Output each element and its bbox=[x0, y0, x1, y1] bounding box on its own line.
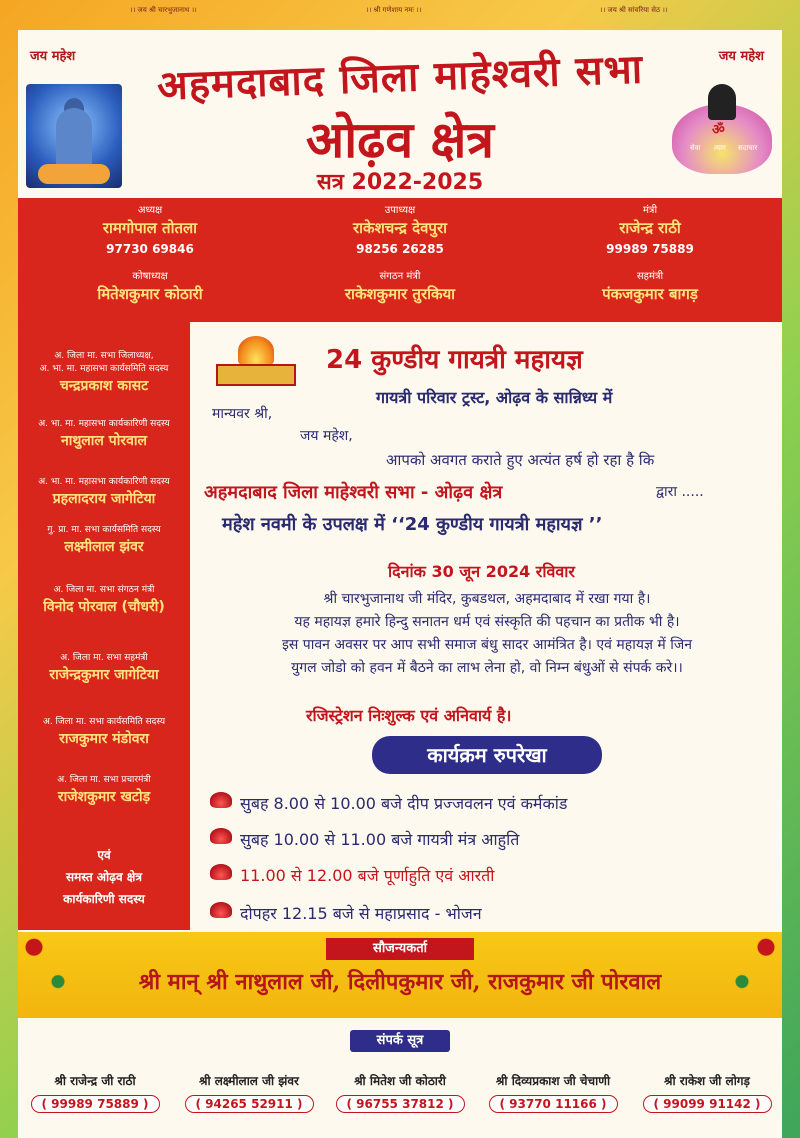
sidebar-member: गु. प्रा. मा. सभा कार्यसमिति सदस्य लक्ष्मीलाल झंवर bbox=[47, 525, 161, 555]
blessing-left: ।। जय श्री चारभुजानाथ ।। bbox=[130, 6, 197, 14]
blessing-strip bbox=[0, 4, 800, 28]
members-sidebar bbox=[18, 322, 190, 930]
invitation-body bbox=[196, 330, 780, 930]
officer-treasurer: कोषाध्यक्ष मितेशकुमार कोठारी bbox=[97, 271, 203, 303]
officer-secretary: मंत्री राजेन्द्र राठी 99989 75889 bbox=[606, 205, 694, 256]
sidebar-member: अ. भा. मा. महासभा कार्यकारिणी सदस्य नाथुलाल पोरवाल bbox=[38, 419, 170, 449]
schedule-item: सुबह 10.00 से 11.00 बजे गायत्री मंत्र आहुति bbox=[240, 828, 760, 850]
org-title: अहमदाबाद जिला माहेश्वरी सभा bbox=[156, 45, 644, 110]
announcement-line: आपको अवगत कराते हुए अत्यंत हर्ष हो रहा है कि bbox=[386, 451, 655, 469]
contact-person: श्री मितेश जी कोठारी ( 96755 37812 ) bbox=[325, 1072, 475, 1113]
jai-mahesh-left: जय महेश bbox=[30, 49, 76, 64]
event-heading: 24 कुण्डीय गायत्री महायज्ञ bbox=[326, 345, 583, 375]
contact-person: श्री दिव्यप्रकाश जी चेचाणी ( 93770 11166 ) bbox=[478, 1072, 628, 1113]
greeting-line: मान्यवर श्री, bbox=[212, 406, 273, 422]
event-subheading: गायत्री परिवार ट्रस्ट, ओढ़व के सान्निध्य में bbox=[376, 388, 613, 407]
officer-president: अध्यक्ष रामगोपाल तोतला 97730 69846 bbox=[102, 205, 198, 256]
occasion-line: महेश नवमी के उपलक्ष में ‘‘24 कुण्डीय गायत्री महायज्ञ ’’ bbox=[222, 514, 603, 535]
session-years: सत्र 2022-2025 bbox=[316, 170, 484, 195]
invitation-paragraph: श्री चारभुजानाथ जी मंदिर, कुबडथल, अहमदाबाद में रखा गया है। यह महायज्ञ हमारे हिन्दु सनातन धर्म एवं संस्कृति की पहचान का प्रतीक भी है। इस पावन अवसर पर आप सभी समाज बंधु सादर आमंत्रित है। एवं महायज्ञ में जिन युगल जोडो को हवन में बैठने का लाभ लेना हो, वो निम्न बंधुओं से संपर्क करे।। bbox=[282, 591, 692, 676]
sponsor-label: सौजन्यकर्ता bbox=[326, 938, 474, 960]
contact-label: संपर्क सूत्र bbox=[350, 1030, 450, 1052]
lotus-icon bbox=[210, 792, 232, 808]
registration-note: रजिस्ट्रेशन निःशुल्क एवं अनिवार्य है। bbox=[306, 706, 512, 725]
jai-mahesh-right: जय महेश bbox=[718, 49, 764, 64]
blessing-right: ।। जय श्री सांवरिया सेठ ।। bbox=[600, 6, 668, 14]
officer-joint-secretary: सहमंत्री पंकजकुमार बागड़ bbox=[602, 271, 698, 303]
officer-vice-president: उपाध्यक्ष राकेशचन्द्र देवपुरा 98256 26285 bbox=[353, 205, 447, 256]
sidebar-member: अ. जिला मा. सभा सहमंत्री राजेन्द्रकुमार जागेटिया bbox=[49, 653, 159, 683]
sidebar-member: अ. जिला मा. सभा प्रचारमंत्री राजेशकुमार खटोड़ bbox=[57, 775, 151, 805]
contact-person: श्री राकेश जी लोगड़ ( 99099 91142 ) bbox=[632, 1072, 782, 1113]
organizer-line: अहमदाबाद जिला माहेश्वरी सभा - ओढ़व क्षेत्र bbox=[204, 482, 503, 503]
officer-organizing-secretary: संगठन मंत्री राकेशकुमार तुरकिया bbox=[344, 271, 456, 303]
schedule-item: दोपहर 12.15 बजे से महाप्रसाद - भोजन bbox=[240, 902, 760, 924]
organizer-suffix: द्वारा ..... bbox=[656, 484, 704, 500]
sponsor-names: श्री मान् श्री नाथुलाल जी, दिलीपकुमार जी, राजकुमार जी पोरवाल bbox=[138, 969, 662, 995]
greeting-jai-mahesh: जय महेश, bbox=[300, 428, 353, 444]
sidebar-member: अ. जिला मा. सभा जिलाध्यक्ष, अ. भा. मा. महासभा कार्यसमिति सदस्य चन्द्रप्रकाश कासट bbox=[39, 351, 169, 394]
contact-person: श्री राजेन्द्र जी राठी ( 99989 75889 ) bbox=[20, 1072, 170, 1113]
sidebar-closing: एवं समस्त ओढ़व क्षेत्र कार्यकारिणी सदस्य bbox=[63, 848, 145, 906]
shiva-image bbox=[26, 84, 122, 188]
contact-person: श्री लक्ष्मीलाल जी झंवर ( 94265 52911 ) bbox=[174, 1072, 324, 1113]
om-icon: ॐ bbox=[712, 122, 725, 138]
havan-kund-icon bbox=[208, 336, 304, 392]
sidebar-member: अ. जिला मा. सभा कार्यसमिति सदस्य राजकुमार मंडोवरा bbox=[42, 717, 166, 747]
lotus-icon bbox=[210, 828, 232, 844]
trident-icon bbox=[708, 84, 736, 120]
program-title-badge: कार्यक्रम रुपरेखा bbox=[372, 736, 602, 774]
sidebar-member: अ. जिला मा. सभा संगठन मंत्री विनोद पोरवाल (चौधरी) bbox=[43, 585, 165, 615]
sidebar-member: अ. भा. मा. महासभा कार्यकारिणी सदस्य प्रहलादराय जागेटिया bbox=[38, 477, 170, 507]
region-title: ओढ़व क्षेत्र bbox=[306, 110, 494, 169]
event-date: दिनांक 30 जून 2024 रविवार bbox=[388, 562, 575, 581]
maheshwari-lotus-logo: ॐ सेवा त्याग सदाचार bbox=[672, 84, 772, 188]
lotus-icon bbox=[210, 864, 232, 880]
schedule-item: सुबह 8.00 से 10.00 बजे दीप प्रज्जवलन एवं कर्मकांड bbox=[240, 792, 760, 814]
schedule-item: 11.00 से 12.00 बजे पूर्णाहुति एवं आरती bbox=[240, 864, 760, 886]
blessing-center: ।। श्री गणेशाय नमः ।। bbox=[366, 6, 422, 14]
lotus-icon bbox=[210, 902, 232, 918]
officers-panel bbox=[18, 198, 782, 322]
